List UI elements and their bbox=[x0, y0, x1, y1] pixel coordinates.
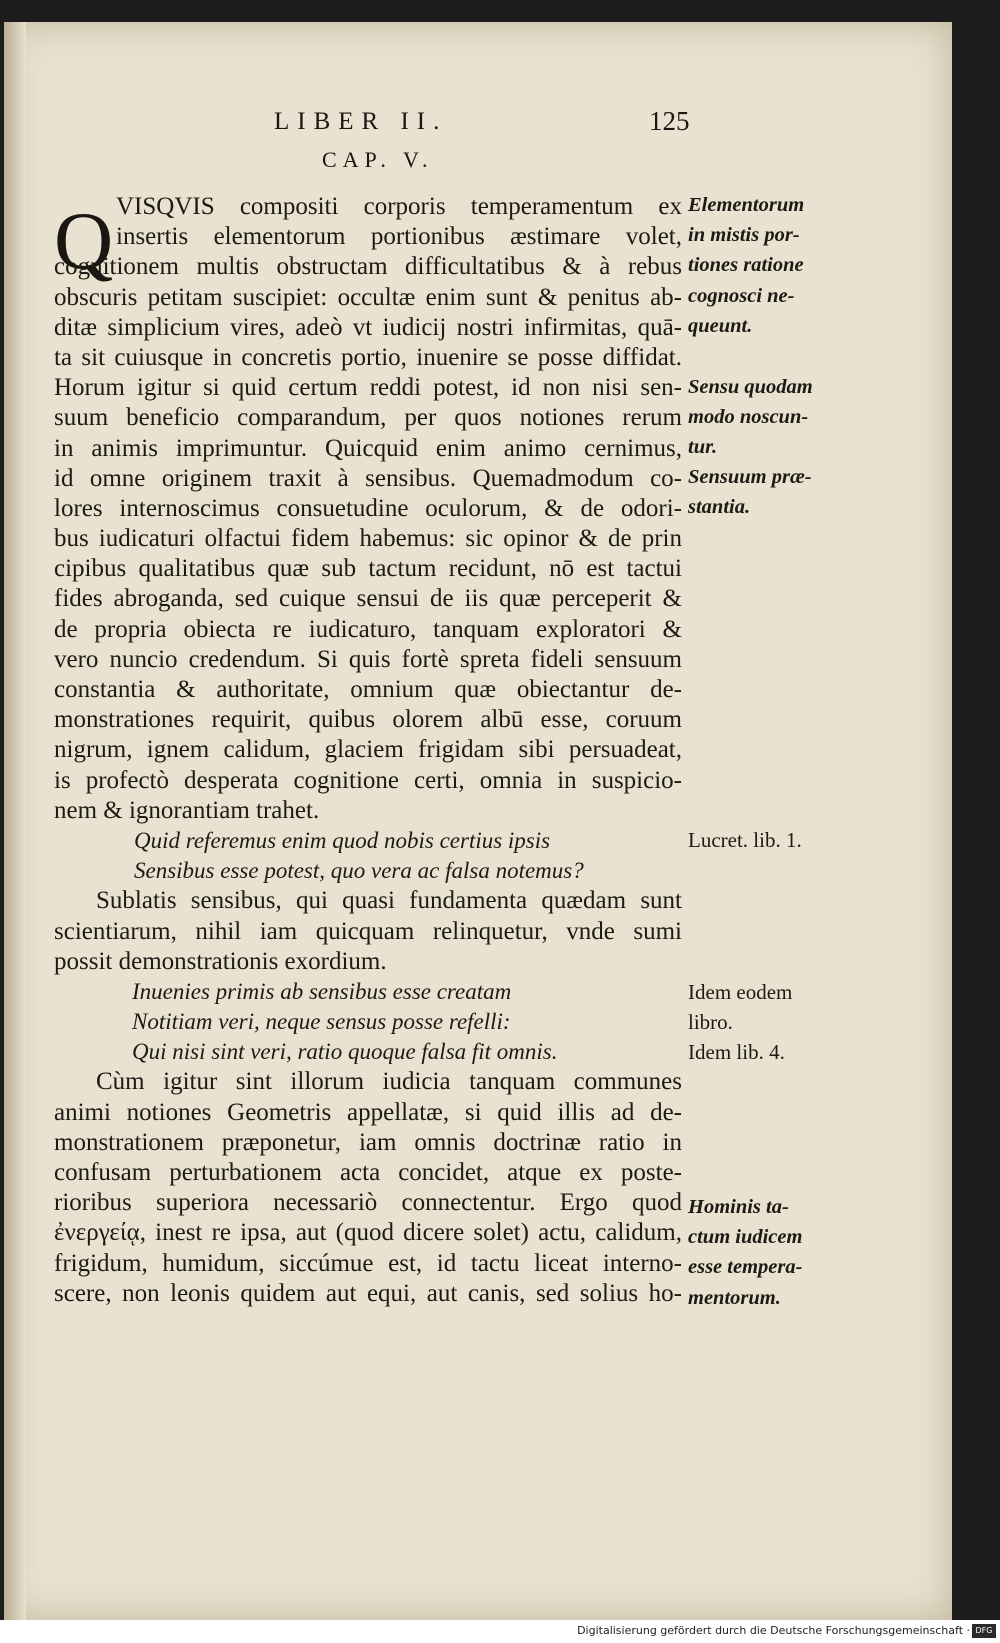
text-line: obscuris petitam suscipiet: occultæ enim sunt & penitus ab- bbox=[54, 283, 682, 311]
margin-note-line: Sensu quodam bbox=[688, 376, 813, 398]
verse-quote-line: Inuenies primis ab sensibus esse creatam bbox=[132, 978, 512, 1004]
text-line: ἐνεργείᾳ, inest re ipsa, aut (quod dicere solet) actu, calidum, bbox=[54, 1219, 682, 1247]
text-line: possit demonstrationis exordium. bbox=[54, 947, 387, 975]
text-line: rioribus superiora necessariò connectentur. Ergo quod bbox=[54, 1189, 682, 1217]
text-line: fides abroganda, sed cuique sensui de iis quæ perceperit & bbox=[54, 585, 682, 613]
text-line: frigidum, humidum, siccúmue est, id tactu liceat interno- bbox=[54, 1249, 682, 1277]
margin-note-line: Idem eodem bbox=[688, 980, 793, 1004]
margin-note-line: modo noscun- bbox=[688, 406, 809, 429]
margin-note-sensuum bbox=[688, 462, 858, 522]
margin-note-sensu bbox=[688, 372, 858, 463]
text-line: vero nuncio credendum. Si quis fortè spreta fideli sensuum bbox=[54, 645, 682, 673]
text-line: confusam perturbationem acta concidet, atque ex poste- bbox=[54, 1159, 682, 1186]
text-line: id omne originem traxit à sensibus. Quemadmodum co- bbox=[54, 464, 682, 492]
book-page bbox=[4, 22, 952, 1620]
verse-quote-line: Qui nisi sint veri, ratio quoque falsa fit omnis. bbox=[132, 1039, 558, 1065]
margin-note-line: esse tempera- bbox=[688, 1256, 803, 1279]
text-line: ditæ simplicium vires, adeò vt iudicij nostri infirmitas, quā- bbox=[54, 313, 682, 341]
text-line: de propria obiecta re iudicaturo, tanquam exploratori & bbox=[54, 615, 682, 643]
text-line: monstrationes requirit, quibus olorem albū esse, coruum bbox=[54, 706, 682, 734]
text-line: Horum igitur si quid certum reddi potest, id non nisi sen- bbox=[54, 374, 682, 402]
text-line: VISQVIS compositi corporis temperamentum ex bbox=[116, 193, 682, 220]
text-line: scientiarum, nihil iam quicquam relinquetur, vnde sumi bbox=[54, 917, 682, 945]
text-line: Cùm igitur sint illorum iudicia tanquam communes bbox=[96, 1068, 682, 1096]
margin-note-line: Idem lib. 4. bbox=[688, 1040, 785, 1065]
margin-note-line: libro. bbox=[688, 1010, 733, 1035]
text-line: nem & ignorantiam trahet. bbox=[54, 796, 320, 824]
main-text-column bbox=[54, 192, 682, 1309]
text-line: suum beneficio comparandum, per quos notiones rerum bbox=[54, 404, 682, 432]
funding-notice: Digitalisierung gefördert durch die Deutsche Forschungsgemeinschaft · bbox=[577, 1624, 970, 1637]
text-line: cipibus qualitatibus quæ sub tactum recidunt, nō est tactui bbox=[54, 555, 682, 583]
verse-quote-line: Sensibus esse potest, quo vera ac falsa notemus? bbox=[134, 858, 584, 884]
margin-note-idem bbox=[688, 977, 858, 1068]
margin-note-line: ctum iudicem bbox=[688, 1226, 803, 1249]
digitization-footer bbox=[0, 1620, 1000, 1643]
text-line: Sublatis sensibus, qui quasi fundamenta quædam sunt bbox=[96, 887, 682, 915]
drop-cap-initial: Q bbox=[54, 195, 114, 286]
margin-note-line: mentorum. bbox=[688, 1286, 781, 1309]
dfg-logo: DFG bbox=[972, 1624, 996, 1638]
margin-note-line: tiones ratione bbox=[688, 254, 804, 277]
chapter-title: CAP. V. bbox=[322, 147, 434, 172]
margin-note-line: stantia. bbox=[688, 496, 751, 519]
text-line: bus iudicaturi olfactui fidem habemus: sic opinor & de prin bbox=[54, 525, 682, 553]
verse-quote-line: Notitiam veri, neque sensus posse refelli: bbox=[132, 1009, 511, 1035]
text-line: insertis elementorum portionibus æstimare volet, bbox=[116, 223, 682, 251]
running-head: LIBER II. bbox=[274, 108, 448, 135]
margin-note-line: in mistis por- bbox=[688, 224, 800, 247]
margin-note-lucretius bbox=[688, 825, 858, 855]
text-line: is profectò desperata cognitione certi, omnia in suspicio- bbox=[54, 766, 682, 794]
text-line: ta sit cuiusque in concretis portio, inuenire se posse diffidat. bbox=[54, 343, 682, 371]
page-number: 125 bbox=[649, 106, 690, 136]
margin-note-line: tur. bbox=[688, 436, 718, 459]
text-line: nigrum, ignem calidum, glaciem frigidam sibi persuadeat, bbox=[54, 736, 682, 764]
margin-note-line: queunt. bbox=[688, 314, 753, 337]
margin-note-hominis bbox=[688, 1192, 858, 1313]
page-spine-shadow bbox=[4, 22, 26, 1620]
text-line: in animis imprimuntur. Quicquid enim animo cernimus, bbox=[54, 434, 682, 462]
page-header bbox=[4, 100, 952, 140]
margin-note-line: cognosci ne- bbox=[688, 284, 795, 307]
margin-note-elementorum bbox=[688, 190, 858, 341]
margin-note-line: Sensuum præ- bbox=[688, 466, 812, 488]
margin-note-line: Hominis ta- bbox=[688, 1196, 789, 1218]
text-line: monstrationem præponetur, iam omnis doctrinæ ratio in bbox=[54, 1128, 682, 1156]
text-line: cognitionem multis obstructam difficultatibus & à rebus bbox=[54, 253, 682, 281]
margin-note-line: Lucret. lib. 1. bbox=[688, 828, 802, 852]
text-line: scere, non leonis quidem aut equi, aut canis, sed solius ho- bbox=[54, 1279, 682, 1307]
margin-note-line: Elementorum bbox=[688, 194, 805, 216]
text-line: animi notiones Geometris appellatæ, si quid illis ad de- bbox=[54, 1098, 682, 1126]
verse-quote-line: Quid referemus enim quod nobis certius ipsis bbox=[134, 827, 551, 853]
text-line: constantia & authoritate, omnium quæ obiectantur de- bbox=[54, 676, 682, 703]
text-line: lores internoscimus consuetudine oculorum, & de odori- bbox=[54, 494, 682, 522]
